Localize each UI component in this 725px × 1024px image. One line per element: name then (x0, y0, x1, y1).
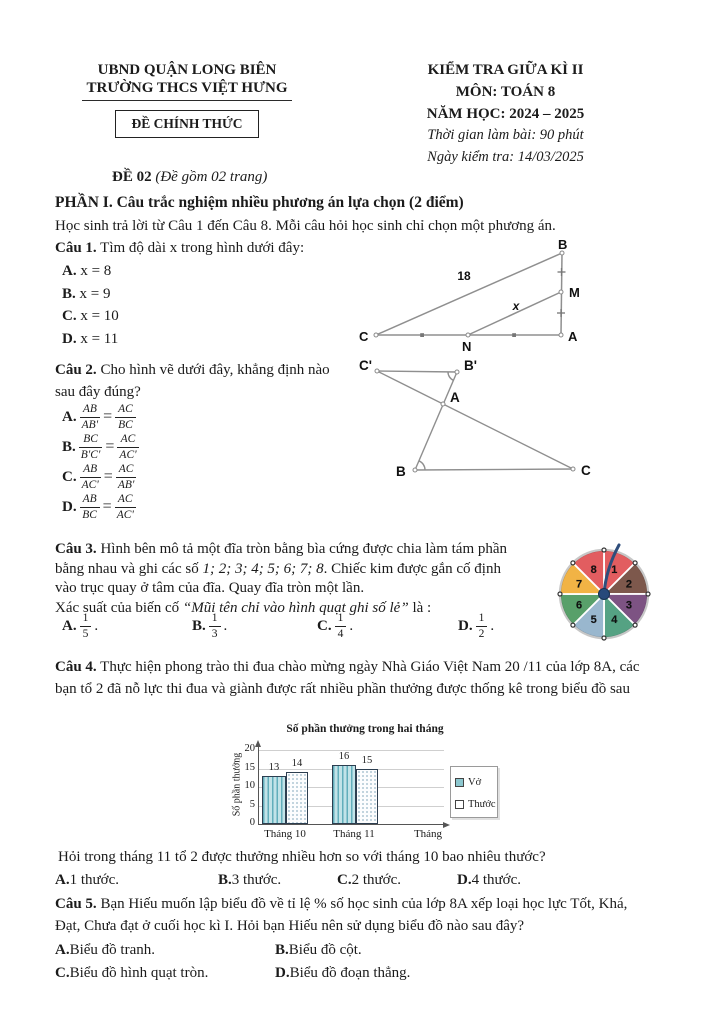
question-2-text: Câu 2. Cho hình vẽ dưới đây, khẳng định nào sau đây đúng? (55, 362, 330, 400)
part1-intro: Học sinh trả lời từ Câu 1 đến Câu 8. Mỗi câu hỏi học sinh chỉ chọn một phương án. (55, 218, 556, 234)
angle-arc-b-prime (448, 372, 454, 380)
question-1-text: Câu 1. Tìm độ dài x trong hình dưới đây: (55, 240, 305, 256)
rewards-bar-chart (228, 718, 528, 848)
x-axis-arrow (443, 822, 450, 828)
disk-numbers: 1; 2; 3; 4; 5; 6; 7; 8 (202, 560, 324, 577)
vertex-label-c-prime: C' (359, 358, 372, 373)
wheel-number-7: 7 (576, 578, 583, 591)
question-2-figure-triangles (358, 356, 693, 484)
side-length-x: x (512, 299, 520, 313)
bar-thuoc-thang10 (286, 758, 308, 824)
vertex-label-a: A (568, 329, 578, 344)
exam-year: NĂM HỌC: 2024 – 2025 (426, 105, 585, 122)
option-b: B. 3 thước. (218, 872, 282, 888)
question-5-label: Câu 5. (55, 896, 97, 912)
question-1-figure-triangle (358, 237, 673, 357)
question-2-label: Câu 2. (55, 362, 97, 378)
question-5-options (55, 939, 675, 985)
option-b: B. $\frac{BC}{B'C'}$ = $\frac{AC}{AC'}$ (62, 432, 137, 461)
y-tick-15: 15 (244, 761, 255, 773)
question-4-text: Câu 4. Thực hiện phong trào thi đua chào mừng ngày Nhà Giáo Việt Nam 20 /11 của lớp 8A, các bạn tổ 2 đã nỗ lực thi đua và giành được rất nhiều phần thưởng được thống kê trong biểu đồ sau (55, 659, 640, 697)
chart-y-axis-label: Số phần thưởng (231, 752, 243, 817)
legend-item-vo: Vở (455, 771, 497, 793)
option-b: B. $\frac{1}{3}$ . (192, 612, 228, 640)
exam-code-note: (Đề gồm 02 trang) (151, 169, 268, 185)
angle-arc-b (419, 461, 425, 470)
question-2-options (62, 402, 142, 522)
header-exam-block (393, 60, 618, 169)
exam-date: Ngày kiểm tra: 14/03/2025 (427, 149, 584, 166)
question-4-options (55, 869, 675, 891)
wheel-number-6: 6 (576, 599, 583, 612)
exam-subject: MÔN: TOÁN 8 (455, 83, 556, 100)
y-tick-10: 10 (244, 780, 255, 791)
bar-value-label: 15 (361, 754, 373, 766)
part1-title: PHẦN I. Câu trắc nghiệm nhiều phương án lựa chọn (2 điểm) (55, 194, 464, 211)
side-length-18: 18 (457, 269, 471, 283)
wheel-number-3: 3 (625, 599, 632, 612)
option-a: A. $\frac{AB}{AB'}$ = $\frac{AC}{BC}$ (62, 402, 142, 432)
question-3-label: Câu 3. (55, 541, 97, 557)
chart-title: Số phần thưởng trong hai tháng (286, 723, 444, 735)
spinner-hub (599, 589, 610, 600)
vertex-label-c: C (581, 463, 591, 478)
option-a: A. Biểu đồ tranh. (55, 942, 155, 958)
event-quote: “Mũi tên chỉ vào hình quạt ghi số lẻ” (182, 599, 409, 616)
org-line-1: UBND QUẬN LONG BIÊN (97, 62, 277, 78)
option-b: B. x = 9 (62, 285, 111, 302)
option-c: C. x = 10 (62, 308, 119, 324)
vertex-label-b: B (396, 464, 406, 479)
option-c: C. Biểu đồ hình quạt tròn. (55, 965, 209, 981)
exam-duration: Thời gian làm bài: 90 phút (427, 127, 584, 144)
y-tick-20: 20 (244, 743, 255, 754)
legend-item-thuoc: Thước (455, 793, 497, 815)
chart-x-axis-label: Tháng (413, 828, 443, 840)
chart-legend (450, 766, 498, 818)
option-c: C. 2 thước. (337, 872, 401, 888)
option-a: A. x = 8 (62, 263, 112, 279)
option-d: D. $\frac{AB}{BC}$ = $\frac{AC}{AC'}$ (62, 492, 134, 521)
wheel-number-5: 5 (590, 613, 597, 626)
vertex-label-b-prime: B' (464, 358, 477, 373)
y-axis-arrow (255, 740, 261, 747)
exam-code: ĐỀ 02 (112, 169, 152, 185)
bar-thuoc-thang11 (356, 754, 378, 825)
wheel-number-4: 4 (611, 613, 618, 626)
vertex-label-m: M (569, 285, 580, 300)
vertex-label-n: N (462, 339, 472, 354)
org-line-2: TRƯỜNG THCS VIỆT HƯNG (82, 80, 291, 101)
question-4-label: Câu 4. (55, 659, 97, 675)
header-school-block (78, 62, 296, 138)
bar-vo-thang10 (262, 761, 286, 824)
official-exam-stamp: ĐỀ CHÍNH THỨC (115, 110, 258, 138)
wheel-number-8: 8 (590, 564, 597, 577)
vertex-label-c: C (359, 329, 369, 344)
x-category-thang11: Tháng 11 (333, 828, 375, 840)
question-3-text: Câu 3. Hình bên mô tả một đĩa tròn bằng bìa cứng được chia làm tám phần bằng nhau và ghi các số 1; 2; 3; 4; 5; 6; 7; 8. Chiếc kim được gắn cố định vào trục quay ở tâm của đĩa. Quay đĩa tròn một lần. Xác suất của biến cố “Mũi tên chỉ vào hình quạt ghi số lẻ” là : (55, 541, 508, 616)
option-c: C. $\frac{1}{4}$ . (317, 612, 354, 640)
exam-title: KIỂM TRA GIỮA KÌ II (427, 62, 584, 78)
y-tick-0: 0 (249, 817, 255, 828)
option-a: A. 1 thước. (55, 872, 119, 888)
bar-value-label: 13 (268, 761, 280, 773)
wheel-number-2: 2 (625, 578, 632, 591)
legend-vo-marker (455, 778, 464, 787)
option-c: C. $\frac{AB}{AC'}$ = $\frac{AC}{AB'}$ (62, 462, 142, 492)
option-d: D. x = 11 (62, 330, 119, 347)
option-a: A. $\frac{1}{5}$ . (62, 612, 99, 640)
bar-value-label: 16 (338, 750, 350, 762)
option-b: B. Biểu đồ cột. (275, 942, 362, 958)
vertex-label-b: B (558, 237, 568, 252)
y-axis (258, 746, 259, 824)
option-d: D. Biểu đồ đoạn thẳng. (275, 965, 411, 981)
question-4-question: Hỏi trong tháng 11 tổ 2 được thưởng nhiều hơn so với tháng 10 bao nhiêu thước? (58, 849, 546, 865)
question-3-spinner-wheel (556, 543, 656, 647)
option-d: D. $\frac{1}{2}$ . (458, 612, 495, 640)
y-tick-5: 5 (249, 798, 255, 810)
gridline (258, 750, 444, 751)
exam-code-line (112, 169, 267, 186)
wheel-number-1: 1 (611, 564, 618, 577)
vertex-label-a: A (450, 390, 460, 405)
option-d: D. 4 thước. (457, 872, 521, 888)
x-axis (258, 824, 444, 825)
bar-vo-thang11 (332, 750, 356, 824)
question-5-text: Câu 5. Bạn Hiếu muốn lập biểu đồ về tỉ lệ % số học sinh của lớp 8A xếp loại học lực Tốt, Khá, Đạt, Chưa đạt ở cuối học kì I. Hỏi bạn Hiếu nên sử dụng biểu đồ nào sau đây? (55, 896, 628, 934)
x-category-thang10: Tháng 10 (264, 828, 306, 840)
legend-thuoc-marker (455, 800, 464, 809)
bar-value-label: 14 (291, 758, 303, 770)
question-1-label: Câu 1. (55, 240, 97, 256)
